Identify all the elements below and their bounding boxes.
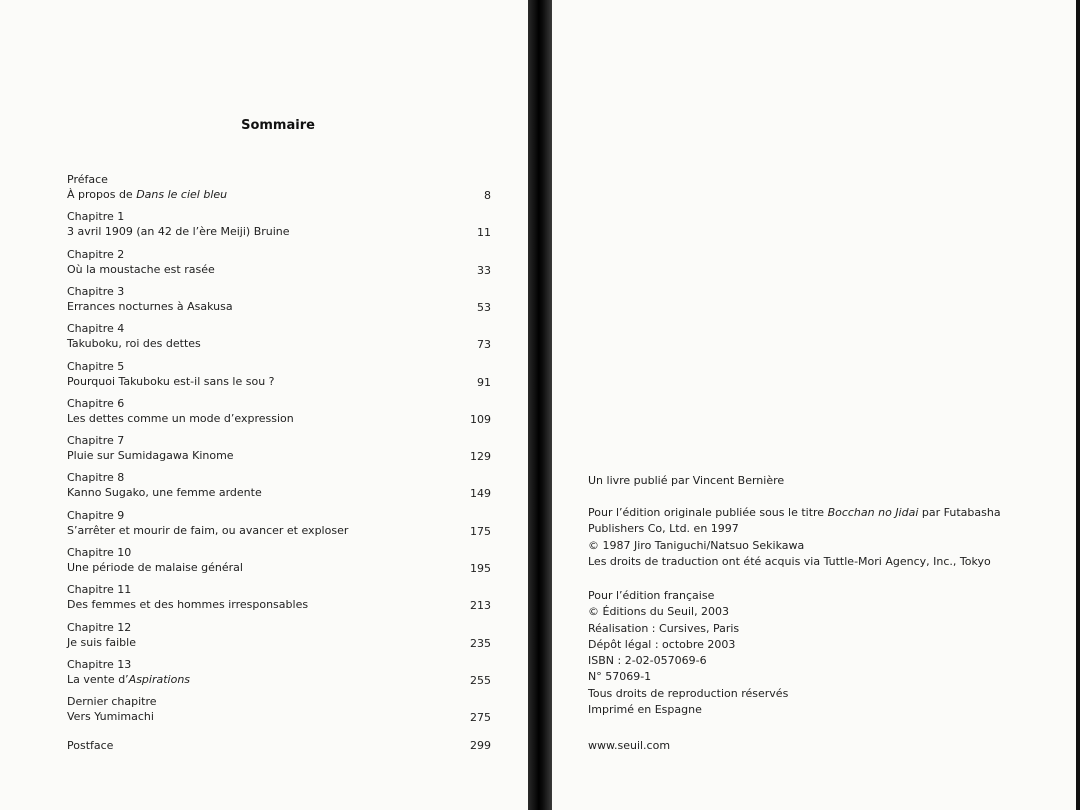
toc-entry <box>67 284 491 314</box>
toc-entry-label: Chapitre 8 <box>67 471 125 485</box>
toc-entry-label: Chapitre 3 <box>67 284 125 298</box>
toc-entry-label: Préface <box>67 173 108 186</box>
toc-page-number: 129 <box>470 450 491 464</box>
toc-page-number: 33 <box>477 263 491 277</box>
left-page <box>0 0 528 810</box>
toc-entry <box>67 738 491 753</box>
toc-entry-subtitle: Les dettes comme un mode d’expression <box>67 411 294 425</box>
toc-entry-label: Chapitre 9 <box>67 508 125 522</box>
french-line-1: Pour l’édition française <box>588 589 715 602</box>
toc-entry-label: Chapitre 6 <box>67 396 125 410</box>
french-line-2: © Éditions du Seuil, 2003 <box>588 605 730 619</box>
toc-page-number: 73 <box>477 338 491 352</box>
toc-entry <box>67 582 491 612</box>
french-line-6: N° 57069-1 <box>588 670 652 684</box>
toc-entry-subtitle: 3 avril 1909 (an 42 de l’ère Meiji) Bruine <box>67 225 290 239</box>
toc-entry <box>67 620 491 650</box>
toc-page-number: 235 <box>470 636 491 650</box>
toc-entry-label: Postface <box>67 738 114 752</box>
book-spine <box>528 0 552 810</box>
french-line-7: Tous droits de reproduction réservés <box>588 686 789 700</box>
toc-entry-subtitle: Je suis faible <box>67 635 136 649</box>
original-title: Bocchan no Jidai <box>827 506 919 519</box>
toc-entry-subtitle: Vers Yumimachi <box>67 710 154 724</box>
toc-entry <box>67 433 491 463</box>
toc-page-number: 255 <box>470 673 491 687</box>
french-line-3: Réalisation : Cursives, Paris <box>588 621 740 635</box>
toc-page-number: 149 <box>470 487 491 501</box>
website-link[interactable]: www.seuil.com <box>588 739 671 752</box>
colophon-publisher <box>588 473 1008 489</box>
toc-entry <box>67 172 491 202</box>
toc-entry-label: Chapitre 10 <box>67 546 132 559</box>
toc-entry <box>67 321 491 351</box>
original-line-4: Les droits de traduction ont été acquis via Tuttle-Mori Agency, Inc., Tokyo <box>588 554 991 568</box>
toc-entry-subtitle: À propos de Dans le ciel bleu <box>67 188 228 201</box>
original-line-3: © 1987 Jiro Taniguchi/Natsuo Sekikawa <box>588 538 805 552</box>
toc-entry-subtitle: Errances nocturnes à Asakusa <box>67 299 233 313</box>
toc-title: Sommaire <box>241 118 315 133</box>
toc-entry <box>67 545 491 575</box>
toc-entry-subtitle: Des femmes et des hommes irresponsables <box>67 598 309 612</box>
toc-entry-label: Chapitre 12 <box>67 620 132 634</box>
toc-entry-subtitle: Où la moustache est rasée <box>67 262 215 276</box>
colophon-website <box>588 738 1008 754</box>
french-line-5: ISBN : 2-02-057069-6 <box>588 654 707 668</box>
toc-page-number: 91 <box>477 375 491 389</box>
colophon-french-edition <box>588 588 1008 718</box>
colophon-original-edition <box>588 505 1008 570</box>
toc-entry-subtitle: La vente d’Aspirations <box>67 672 191 686</box>
toc-entry-subtitle: S’arrêter et mourir de faim, ou avancer et exploser <box>67 523 349 537</box>
toc-entry-subtitle: Pourquoi Takuboku est-il sans le sou ? <box>67 374 275 388</box>
publisher-line: Un livre publié par Vincent Bernière <box>588 474 785 487</box>
toc-entry-label: Dernier chapitre <box>67 695 157 709</box>
toc-entry <box>67 470 491 500</box>
toc-entry-subtitle: Une période de malaise général <box>67 561 243 574</box>
toc-entry <box>67 657 491 687</box>
toc-page-number: 299 <box>470 738 491 752</box>
toc-entry-label: Chapitre 5 <box>67 359 125 373</box>
toc-page-number: 175 <box>470 524 491 538</box>
toc-entry-subtitle: Pluie sur Sumidagawa Kinome <box>67 449 234 463</box>
toc-entry-label: Chapitre 11 <box>67 583 132 597</box>
toc-entry-label: Chapitre 2 <box>67 247 125 261</box>
toc-entry-label: Chapitre 13 <box>67 657 132 671</box>
toc-entry <box>67 694 491 724</box>
toc-page-number: 8 <box>484 189 491 202</box>
toc-entry-label: Chapitre 7 <box>67 434 125 448</box>
toc-entry <box>67 209 491 239</box>
book-edge <box>1076 0 1080 810</box>
toc-page-number: 213 <box>470 599 491 613</box>
toc-page-number: 53 <box>477 300 491 314</box>
toc-page-number: 11 <box>477 226 491 240</box>
toc-page-number: 275 <box>470 711 491 725</box>
original-line-2: Publishers Co, Ltd. en 1997 <box>588 522 739 536</box>
toc-entry-subtitle: Takuboku, roi des dettes <box>67 337 201 351</box>
toc-entry <box>67 247 491 277</box>
toc-entry <box>67 396 491 426</box>
original-line-1: Pour l’édition originale publiée sous le titre Bocchan no Jidai par Futabasha <box>588 506 1001 519</box>
toc-entry-label: Chapitre 4 <box>67 322 125 336</box>
french-line-8: Imprimé en Espagne <box>588 703 702 717</box>
toc-entry <box>67 359 491 389</box>
toc-entry-subtitle: Kanno Sugako, une femme ardente <box>67 486 262 500</box>
toc-page-number: 195 <box>470 562 491 575</box>
toc-entry-label: Chapitre 1 <box>67 210 125 224</box>
toc-entry <box>67 508 491 538</box>
toc-page-number: 109 <box>470 412 491 426</box>
french-line-4: Dépôt légal : octobre 2003 <box>588 637 736 651</box>
